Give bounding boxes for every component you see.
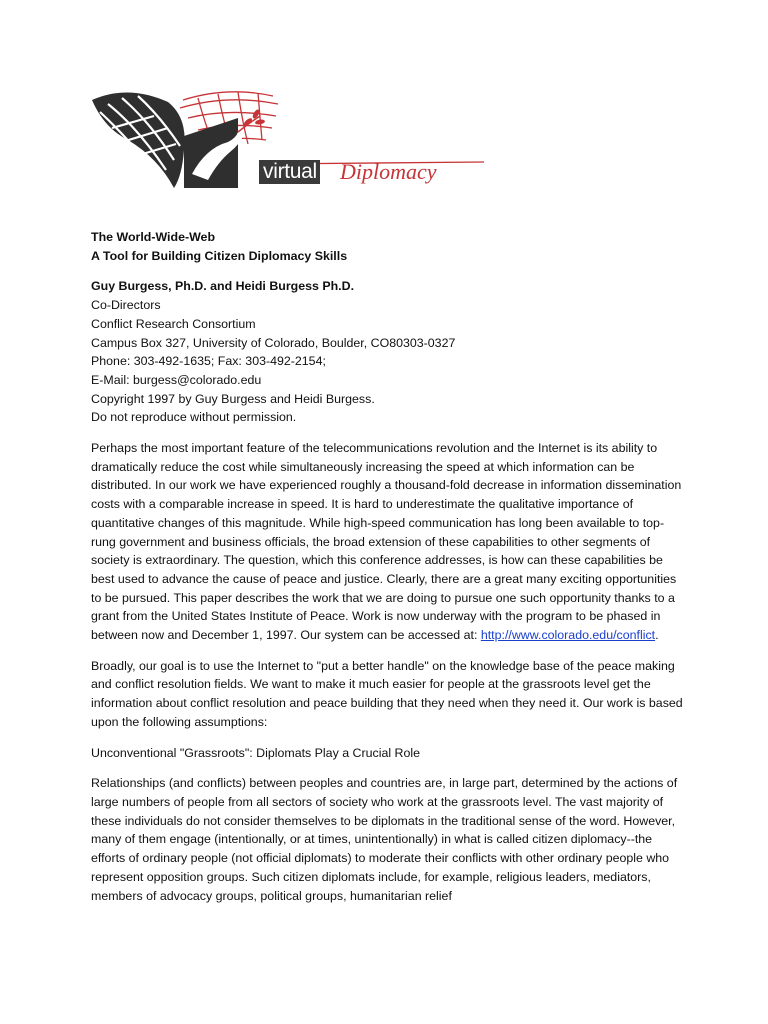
paragraph-2: Broadly, our goal is to use the Internet to "put a better handle" on the knowledge base of the peace making and conflict resolution fields. We want to make it much easier for people at the grassroots level get the information about conflict resolution and peace building that they need when they need it. Our work is based upon the following assumptions:	[91, 658, 683, 729]
logo-word-diplomacy: Diplomacy	[340, 159, 437, 184]
paragraph-1-text: Perhaps the most important feature of the telecommunications revolution and the Internet is its ability to dramatically reduce the cost while simultaneously increasing the speed at which information can be distributed. In our work we have experienced roughly a thousand-fold decrease in information dissemination costs with a comparable increase in speed. It is hard to underestimate the qualitative importance of quantitative changes of this magnitude. While high-speed communication has long been available to top-rung government and business officials, the broad extension of these capabilities to other segments of society is extraordinary. The question, which this conference addresses, is how can these capabilities be best used to advance the cause of peace and justice. Clearly, there are a great many exciting opportunities to be pursued. This paper describes the work that we are doing to pursue one such opportunity thanks to a grant from the United States Institute of Peace. Work is now underway with the program to be phased in between now and December 1, 1997. Our system can be accessed at:	[91, 441, 682, 643]
author-email: E-Mail: burgess@colorado.edu	[91, 372, 262, 387]
author-role: Co-Directors	[91, 298, 161, 313]
author-phone: Phone: 303-492-1635; Fax: 303-492-2154;	[91, 354, 326, 369]
copyright-line: Copyright 1997 by Guy Burgess and Heidi Burgess.	[91, 391, 375, 406]
author-org: Conflict Research Consortium	[91, 316, 256, 331]
paragraph-1	[91, 439, 687, 645]
dove-wing-icon	[92, 92, 185, 188]
reproduction-notice: Do not reproduce without permission.	[91, 410, 297, 425]
author-names: Guy Burgess, Ph.D. and Heidi Burgess Ph.D.	[91, 279, 355, 294]
conflict-site-link[interactable]: http://www.colorado.edu/conflict	[480, 628, 656, 643]
document-body	[91, 228, 687, 905]
paragraph-1-end: .	[655, 628, 659, 643]
paragraph-3: Relationships (and conflicts) between peoples and countries are, in large part, determined by the actions of large numbers of people from all sectors of society who work at the grassroots level. The vast majority of these individuals do not consider themselves to be diplomats in the traditional sense of the word. However, many of them engage (intentionally, or at times, unintentionally) in what is called citizen diplomacy--the efforts of ordinary people (not official diplomats) to moderate their conflicts with other ordinary people who represent opposition groups. Such citizen diplomats include, for example, religious leaders, mediators, members of advocacy groups, political groups, humanitarian relief	[91, 776, 678, 903]
section-heading: Unconventional "Grassroots": Diplomats Play a Crucial Role	[91, 745, 421, 760]
dove-icon	[184, 118, 244, 188]
author-address: Campus Box 327, University of Colorado, Boulder, CO80303-0327	[91, 335, 456, 350]
title-line-2: A Tool for Building Citizen Diplomacy Skills	[91, 248, 348, 263]
title-line-1: The World-Wide-Web	[91, 230, 216, 244]
logo-word-virtual: virtual	[259, 160, 320, 184]
